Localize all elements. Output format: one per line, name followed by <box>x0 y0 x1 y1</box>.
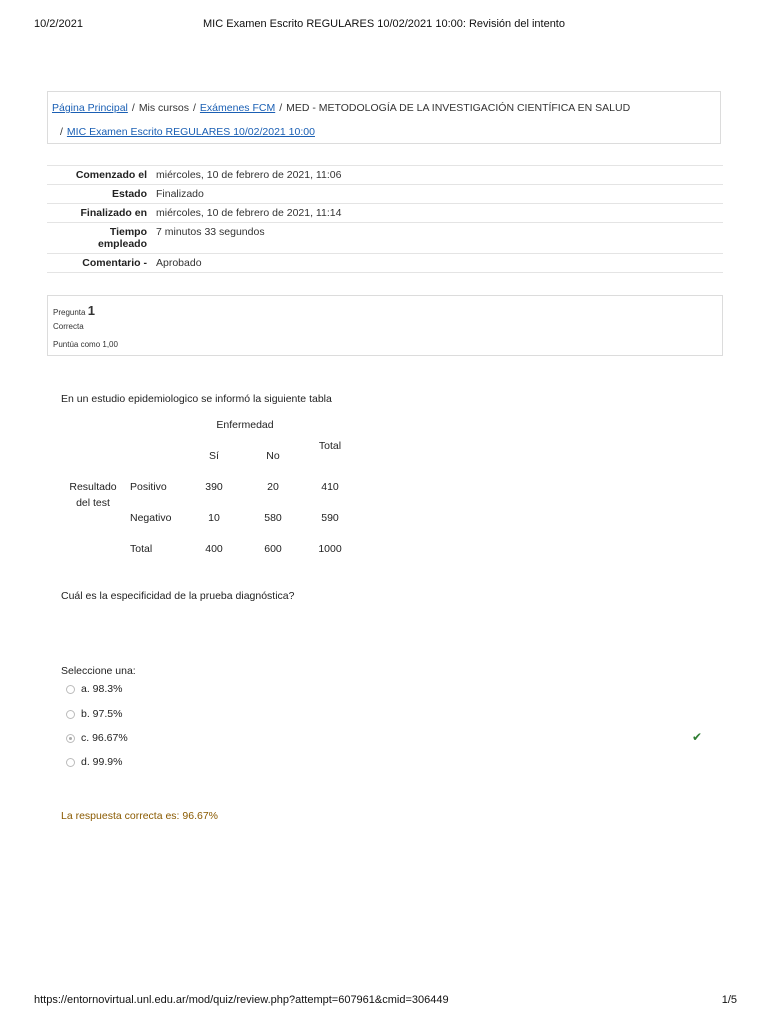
table-cell: 390 <box>205 481 223 493</box>
question-info-box <box>47 295 723 356</box>
print-date: 10/2/2021 <box>34 18 83 30</box>
table-cell: 590 <box>321 512 339 524</box>
question-number-value: 1 <box>87 303 95 318</box>
state-label: Estado <box>111 188 147 200</box>
radio-icon[interactable] <box>66 685 75 694</box>
summary-row-comment <box>47 254 723 273</box>
question-number-label: Pregunta <box>53 308 86 317</box>
correct-answer-feedback: La respuesta correcta es: 96.67% <box>61 810 219 822</box>
started-value: miércoles, 10 de febrero de 2021, 11:06 <box>156 169 342 181</box>
option-label: c. 96.67% <box>81 732 128 744</box>
table-row-label: Positivo <box>130 481 167 493</box>
time-label-line1: Tiempo <box>109 226 147 238</box>
breadcrumb-separator: / <box>193 102 196 114</box>
summary-row-state <box>47 185 723 204</box>
table-header-no: No <box>266 450 280 462</box>
breadcrumb-separator: / <box>279 102 283 114</box>
option-b[interactable] <box>66 708 122 720</box>
comment-label: Comentario - <box>82 257 147 269</box>
option-d[interactable] <box>66 756 122 768</box>
radio-selected-icon[interactable] <box>66 734 75 743</box>
breadcrumb <box>47 91 721 144</box>
state-value: Finalizado <box>156 188 204 200</box>
table-header-total: Total <box>318 440 342 452</box>
select-prompt: Seleccione una: <box>61 665 136 677</box>
summary-row-finished <box>47 204 723 223</box>
table-cell: 10 <box>208 512 220 524</box>
finished-value: miércoles, 10 de febrero de 2021, 11:14 <box>156 207 342 219</box>
radio-icon[interactable] <box>66 758 75 767</box>
option-a[interactable] <box>66 683 122 695</box>
option-label: d. 99.9% <box>81 756 123 768</box>
finished-label: Finalizado en <box>80 207 147 219</box>
print-url: https://entornovirtual.unl.edu.ar/mod/quiz/review.php?attempt=607961&cmid=306449 <box>34 994 449 1006</box>
correct-check-icon: ✔ <box>692 730 703 744</box>
breadcrumb-home-link[interactable]: Página Principal <box>52 102 128 114</box>
table-cell: 20 <box>267 481 279 493</box>
summary-row-time <box>47 223 723 254</box>
print-title: MIC Examen Escrito REGULARES 10/02/2021 10:00: Revisión del intento <box>203 18 565 30</box>
breadcrumb-separator: / <box>60 126 63 138</box>
row-group-label-line2: del test <box>76 497 110 509</box>
time-label <box>47 223 152 254</box>
question-text: Cuál es la especificidad de la prueba diagnóstica? <box>61 590 295 602</box>
print-header <box>0 14 768 34</box>
question-state: Correcta <box>53 322 84 331</box>
table-cell: 410 <box>321 481 339 493</box>
time-value: 7 minutos 33 segundos <box>156 226 265 238</box>
table-cell: 580 <box>264 512 282 524</box>
table-row-label: Total <box>130 543 153 555</box>
print-page-number: 1/5 <box>721 994 737 1006</box>
row-group-label-line1: Resultado <box>69 481 117 493</box>
breadcrumb-course: MED - METODOLOGÍA DE LA INVESTIGACIÓN CIENTÍFICA EN SALUD <box>286 102 631 114</box>
attempt-summary-table <box>47 165 723 273</box>
radio-icon[interactable] <box>66 710 75 719</box>
question-number <box>53 303 95 318</box>
time-label-line2: empleado <box>97 238 147 250</box>
breadcrumb-quiz-link[interactable]: MIC Examen Escrito REGULARES 10/02/2021 10:00 <box>66 126 315 138</box>
question-grade: Puntúa como 1,00 <box>53 340 118 349</box>
table-row-label: Negativo <box>130 512 172 524</box>
breadcrumb-exams-link[interactable]: Exámenes FCM <box>199 102 276 114</box>
started-label: Comenzado el <box>75 169 147 181</box>
option-label: a. 98.3% <box>81 683 123 695</box>
summary-row-started <box>47 166 723 185</box>
table-cell: 600 <box>264 543 282 555</box>
table-cell: 400 <box>205 543 223 555</box>
breadcrumb-separator: / <box>131 102 135 114</box>
table-header-yes: Sí <box>209 450 219 462</box>
option-c[interactable] <box>66 732 128 744</box>
question-intro: En un estudio epidemiologico se informó la siguiente tabla <box>61 393 332 405</box>
breadcrumb-my-courses: Mis cursos <box>138 102 189 114</box>
option-label: b. 97.5% <box>81 708 123 720</box>
table-header-group: Enfermedad <box>216 419 274 431</box>
table-cell: 1000 <box>318 543 342 555</box>
comment-value: Aprobado <box>156 257 202 269</box>
